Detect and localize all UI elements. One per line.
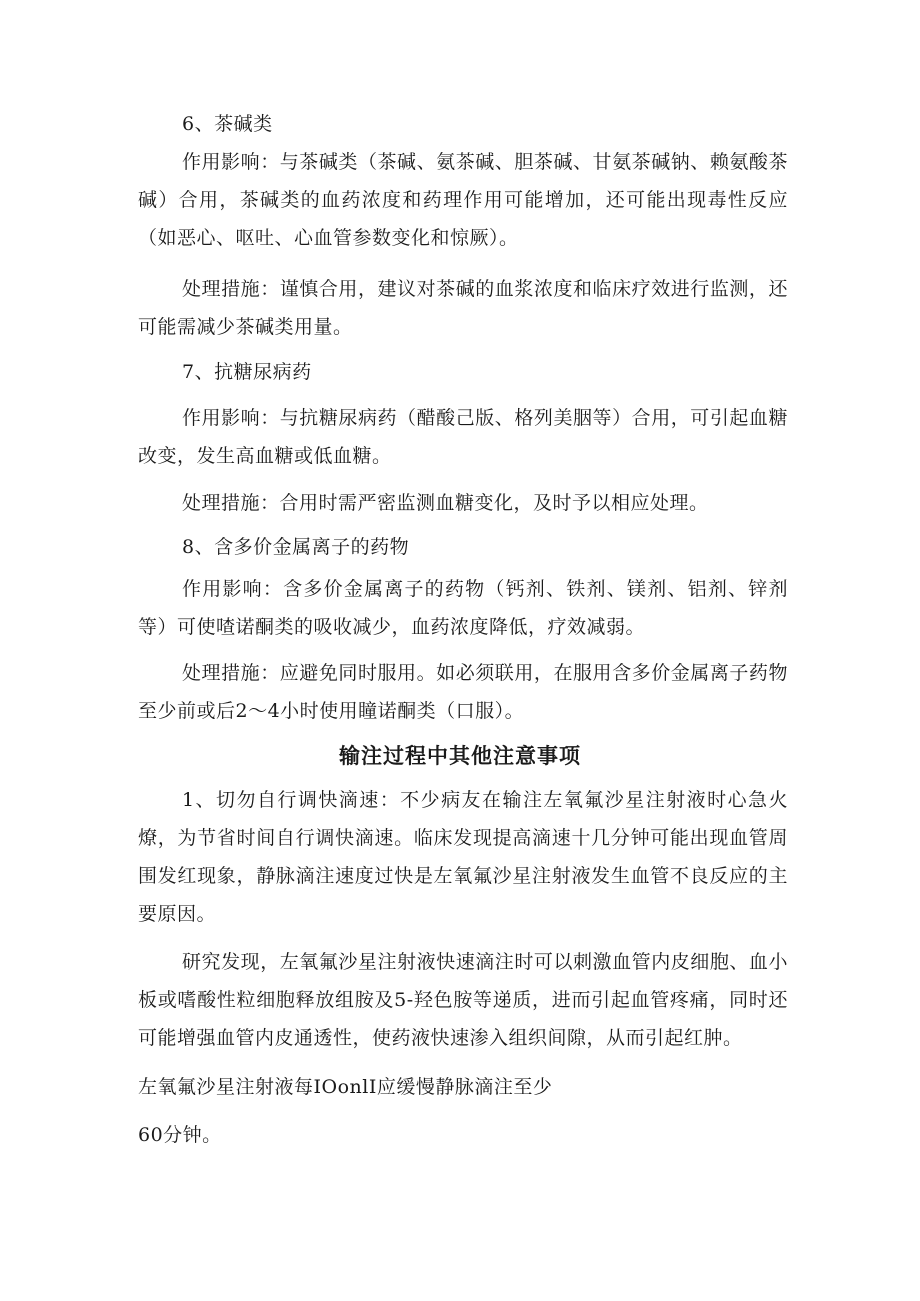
- section-8-title: 8、含多价金属离子的药物: [182, 536, 410, 558]
- section-7-effect: 作用影响：与抗糖尿病药（醋酸己版、格列美胭等）合用，可引起血糖改变，发生高血糖或低血糖。: [138, 407, 788, 467]
- section-7-treatment: 处理措施：合用时需严密监测血糖变化，及时予以相应处理。: [182, 492, 709, 514]
- other-paragraph-3: 左氧氟沙星注射液每IOonlI应缓慢静脉滴注至少: [138, 1076, 553, 1098]
- section-8-treatment: 处理措施：应避免同时服用。如必须联用，在服用含多价金属离子药物至少前或后2～4小时使用瞳诺酮类（口服）。: [138, 662, 788, 722]
- other-paragraph-4: 60分钟。: [138, 1124, 222, 1146]
- section-7-title: 7、抗糖尿病药: [182, 361, 312, 383]
- section-heading: 输注过程中其他注意事项: [339, 744, 581, 768]
- other-paragraph-2: 研究发现，左氧氟沙星注射液快速滴注时可以刺激血管内皮细胞、血小板或嗜酸性粒细胞释放组胺及5-羟色胺等递质，进而引起血管疼痛，同时还可能增强血管内皮通透性，使药液快速渗入组织间隙，从而引起红肿。: [138, 951, 788, 1049]
- section-6-effect: 作用影响：与茶碱类（茶碱、氨茶碱、胆茶碱、甘氨茶碱钠、赖氨酸茶碱）合用，茶碱类的血药浓度和药理作用可能增加，还可能出现毒性反应（如恶心、呕吐、心血管参数变化和惊厥）。: [138, 151, 788, 249]
- section-6-title: 6、茶碱类: [182, 113, 273, 135]
- other-paragraph-1: 1、切勿自行调快滴速：不少病友在输注左氧氟沙星注射液时心急火燎，为节省时间自行调快滴速。临床发现提高滴速十几分钟可能出现血管周围发红现象，静脉滴注速度过快是左氧氟沙星注射液发生血管不良反应的主要原因。: [138, 789, 788, 925]
- section-8-effect: 作用影响：含多价金属离子的药物（钙剂、铁剂、镁剂、铝剂、锌剂等）可使喳诺酮类的吸收减少，血药浓度降低，疗效减弱。: [138, 578, 788, 638]
- section-6-treatment: 处理措施：谨慎合用，建议对茶碱的血浆浓度和临床疗效进行监测，还可能需减少茶碱类用量。: [138, 278, 788, 338]
